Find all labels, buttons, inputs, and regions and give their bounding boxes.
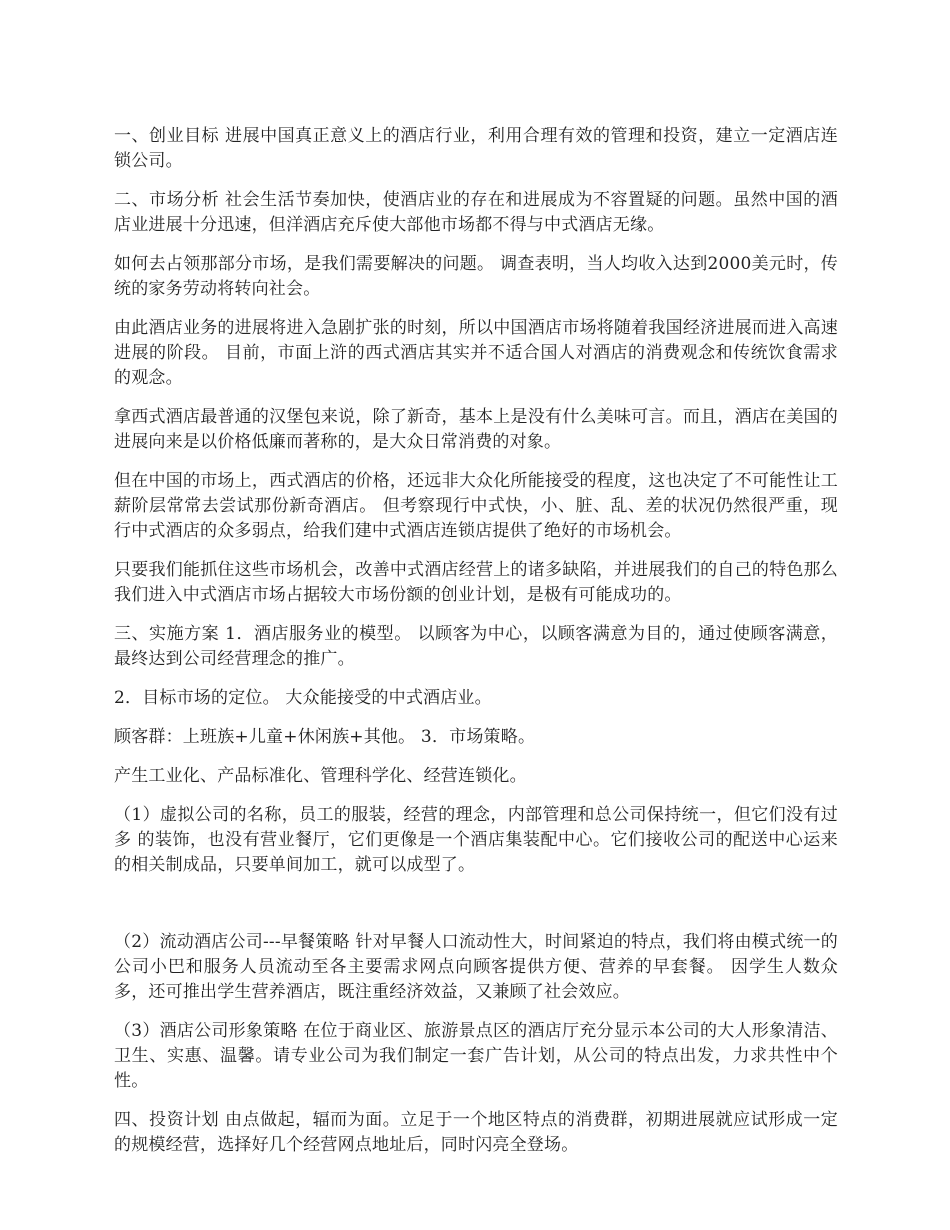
paragraph-implementation: 三、实施方案 1．酒店服务业的模型。 以顾客为中心，以顾客满意为目的，通过使顾客满意，最终达到公司经营理念的推广。 <box>114 624 838 669</box>
paragraph-target-market: 2．目标市场的定位。 大众能接受的中式酒店业。 <box>114 688 492 708</box>
paragraph-western-fastfood: 拿西式酒店最普通的汉堡包来说，除了新奇，基本上是没有什么美味可言。而且，酒店在美国的进展向来是以价格低廉而著称的，是大众日常消费的对象。 <box>114 407 838 452</box>
document-body <box>114 124 838 1172</box>
paragraph-breakfast-strategy: （2）流动酒店公司---早餐策略 针对早餐人口流动性大，时间紧迫的特点，我们将由模式统一的公司小巴和服务人员流动至各主要需求网点向顾客提供方便、营养的早套餐。 因学生人数众多，还可推出学生营养酒店，既注重经济效益，又兼顾了社会效应。 <box>114 932 838 1002</box>
paragraph-goal: 一、创业目标 进展中国真正意义上的酒店行业，利用合理有效的管理和投资，建立一定酒店连锁公司。 <box>114 126 838 171</box>
paragraph-market-analysis: 二、市场分析 社会生活节奏加快，使酒店业的存在和进展成为不容置疑的问题。虽然中国的酒店业进展十分迅速，但洋酒店充斥使大部他市场都不得与中式酒店无缘。 <box>114 190 838 235</box>
paragraph-virtual-company: （1）虚拟公司的名称，员工的服装，经营的理念，内部管理和总公司保持统一，但它们没有过多 的装饰，也没有营业餐厅，它们更像是一个酒店集装配中心。它们接收公司的配送中心运来的相关制成品，只要单间加工，就可以成型了。 <box>114 805 838 875</box>
paragraph-industrialization: 产生工业化、产品标准化、管理科学化、经营连锁化。 <box>114 766 527 786</box>
section-gap <box>114 892 838 930</box>
paragraph-customer-group: 顾客群：上班族+儿童+休闲族+其他。 3．市场策略。 <box>114 727 536 747</box>
paragraph-opportunity: 只要我们能抓住这些市场机会，改善中式酒店经营上的诸多缺陷，并进展我们的自己的特色那么我们进入中式酒店市场占据较大市场份额的创业计划，是极有可能成功的。 <box>114 560 838 605</box>
paragraph-image-strategy: （3）酒店公司形象策略 在位于商业区、旅游景点区的酒店厅充分显示本公司的大人形象清洁、卫生、实惠、温馨。请专业公司为我们制定一套广告计划，从公司的特点出发，力求共性中个性。 <box>114 1021 838 1091</box>
paragraph-market-share: 如何去占领那部分市场，是我们需要解决的问题。 调查表明，当人均收入达到2000美元时，传统的家务劳动将转向社会。 <box>114 254 838 299</box>
paragraph-investment-plan: 四、投资计划 由点做起，辐而为面。立足于一个地区特点的消费群，初期进展就应试形成一定的规模经营，选择好几个经营网点地址后，同时闪亮全登场。 <box>114 1110 838 1155</box>
paragraph-expansion: 由此酒店业务的进展将进入急剧扩张的时刻，所以中国酒店市场将随着我国经济进展而进入高速进展的阶段。 目前，市面上浒的西式酒店其实并不适合国人对酒店的消费观念和传统饮食需求的观念。 <box>114 318 838 388</box>
paragraph-price-comparison: 但在中国的市场上，西式酒店的价格，还远非大众化所能接受的程度，这也决定了不可能性让工薪阶层常常去尝试那份新奇酒店。 但考察现行中式快，小、脏、乱、差的状况仍然很严重，现行中式酒店的众多弱点，给我们建中式酒店连锁店提供了绝好的市场机会。 <box>114 471 838 541</box>
